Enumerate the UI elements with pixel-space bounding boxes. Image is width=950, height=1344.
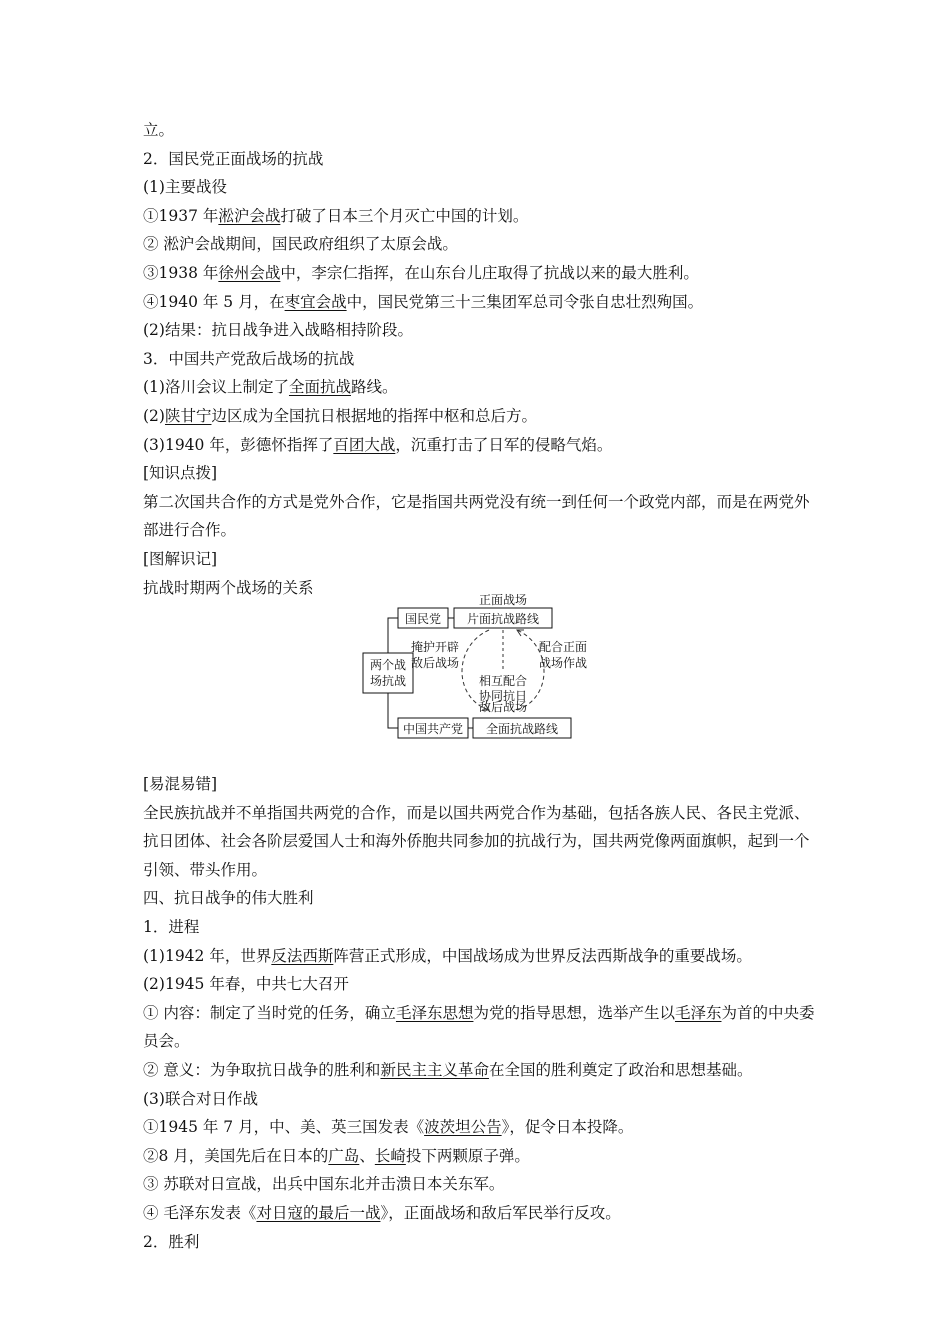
text-run: (3)1940 年，彭德怀指挥了 bbox=[143, 435, 334, 454]
underlined-term: 陕甘宁 bbox=[164, 406, 212, 425]
underlined-term: 长崎 bbox=[374, 1146, 406, 1165]
text-run: 2．胜利 bbox=[143, 1232, 200, 1251]
full-route-label: 全面抗战路线 bbox=[485, 722, 559, 737]
text-run: 为党的指导思想，选举产生以 bbox=[473, 1003, 675, 1022]
left-box-line-1: 两个战 bbox=[369, 658, 407, 673]
rear-battlefield-label: 敌后战场 bbox=[478, 700, 528, 715]
underlined-term: 反法西斯 bbox=[271, 946, 334, 965]
text-run: 路线。 bbox=[350, 378, 398, 397]
text-run: [图解识记] bbox=[143, 549, 218, 568]
document-page bbox=[143, 116, 815, 1256]
text-run: ①1945 年 7 月，中、美、英三国发表《 bbox=[143, 1118, 425, 1137]
text-line bbox=[143, 202, 815, 231]
underlined-term: 广岛 bbox=[328, 1146, 360, 1165]
partial-route-label: 片面抗战路线 bbox=[466, 612, 540, 627]
text-run: 》，正面战场和敌后军民举行反攻。 bbox=[380, 1204, 621, 1222]
text-run: 为首的中央委员会。 bbox=[143, 1003, 815, 1051]
text-line bbox=[143, 1228, 815, 1257]
text-line bbox=[143, 970, 815, 999]
text-line bbox=[143, 316, 815, 345]
text-run: (2)结果：抗日战争进入战略相持阶段。 bbox=[143, 321, 413, 340]
text-line bbox=[143, 1199, 815, 1228]
left-arc-line-2: 敌后战场 bbox=[410, 656, 460, 671]
text-line bbox=[143, 488, 815, 545]
text-run: 阵营正式形成，中国战场成为世界反法西斯战争的重要战场。 bbox=[333, 946, 752, 965]
relationship-diagram bbox=[143, 593, 815, 768]
text-line bbox=[143, 1085, 815, 1114]
text-line bbox=[143, 459, 815, 488]
underlined-term: 全面抗战 bbox=[288, 378, 351, 397]
text-line bbox=[143, 884, 815, 913]
underlined-term: 百团大战 bbox=[333, 435, 396, 454]
underlined-term: 毛泽东 bbox=[674, 1003, 722, 1022]
underlined-term: 毛泽东思想 bbox=[395, 1003, 474, 1022]
right-arc-line-2: 战场作战 bbox=[538, 656, 588, 671]
text-run: ② 意义：为争取抗日战争的胜利和 bbox=[143, 1061, 381, 1080]
text-run: ①1937 年 bbox=[143, 206, 219, 225]
text-line bbox=[143, 999, 815, 1056]
text-run: [知识点拨] bbox=[143, 464, 218, 483]
underlined-term: 淞沪会战 bbox=[218, 206, 281, 225]
underlined-term: 徐州会战 bbox=[218, 263, 281, 282]
text-run: 立。 bbox=[143, 121, 175, 139]
text-line bbox=[143, 230, 815, 259]
text-run: (1)主要战役 bbox=[143, 178, 227, 197]
center-line-2: 协同抗日 bbox=[478, 689, 528, 704]
underlined-term: 新民主主义革命 bbox=[380, 1061, 489, 1080]
text-run: ④1940 年 5 月，在 bbox=[143, 292, 285, 311]
text-run: ③ 苏联对日宣战，出兵中国东北并击溃日本关东军。 bbox=[143, 1175, 505, 1194]
text-run: 》，促令日本投降。 bbox=[501, 1118, 634, 1137]
text-run: (2) bbox=[143, 406, 165, 425]
diagram-svg bbox=[361, 593, 597, 768]
text-line bbox=[143, 942, 815, 971]
text-line bbox=[143, 259, 815, 288]
text-line bbox=[143, 288, 815, 317]
text-run: 打破了日本三个月灭亡中国的计划。 bbox=[280, 206, 529, 225]
text-line bbox=[143, 431, 815, 460]
front-battlefield-label: 正面战场 bbox=[478, 593, 528, 608]
underlined-term: 波茨坦公告 bbox=[424, 1118, 502, 1137]
text-run: 2．国民党正面战场的抗战 bbox=[143, 149, 324, 168]
text-run: (2)1945 年春，中共七大召开 bbox=[143, 975, 349, 994]
text-line bbox=[143, 145, 815, 174]
text-run: (1)洛川会议上制定了 bbox=[143, 378, 289, 397]
text-run: 、 bbox=[359, 1146, 375, 1165]
text-line bbox=[143, 402, 815, 431]
text-run: ② 淞沪会战期间，国民政府组织了太原会战。 bbox=[143, 235, 458, 254]
text-run: 第二次国共合作的方式是党外合作，它是指国共两党没有统一到任何一个政党内部，而是在两党外部进行合作。 bbox=[143, 492, 810, 540]
right-arc-line-1: 配合正面 bbox=[538, 640, 588, 655]
text-line bbox=[143, 545, 815, 574]
text-block-bottom bbox=[143, 770, 815, 1256]
text-run: ① 内容：制定了当时党的任务，确立 bbox=[143, 1003, 396, 1022]
center-line-1: 相互配合 bbox=[478, 674, 528, 689]
ccp-label: 中国共产党 bbox=[402, 722, 464, 737]
text-run: 四、抗日战争的伟大胜利 bbox=[143, 889, 314, 908]
text-run: 3．中国共产党敌后战场的抗战 bbox=[143, 349, 355, 368]
text-run: ④ 毛泽东发表《 bbox=[143, 1204, 257, 1222]
text-line bbox=[143, 913, 815, 942]
text-run: 中，国民党第三十三集团军总司令张自忠壮烈殉国。 bbox=[346, 292, 704, 311]
text-line bbox=[143, 173, 815, 202]
text-line bbox=[143, 1056, 815, 1085]
text-line bbox=[143, 799, 815, 885]
text-run: 边区成为全国抗日根据地的指挥中枢和总后方。 bbox=[211, 406, 537, 425]
text-run: 在全国的胜利奠定了政治和思想基础。 bbox=[488, 1061, 753, 1080]
text-line bbox=[143, 345, 815, 374]
text-line bbox=[143, 1142, 815, 1171]
text-line bbox=[143, 116, 815, 145]
text-line bbox=[143, 1170, 815, 1199]
left-arc-line-1: 掩护开辟 bbox=[410, 640, 460, 655]
text-run: 全民族抗战并不单指国共两党的合作，而是以国共两党合作为基础，包括各族人民、各民主党派、抗日团体、社会各阶层爱国人士和海外侨胞共同参加的抗战行为，国共两党像两面旗帜，起到一个引领、带头作用。 bbox=[143, 803, 810, 879]
underlined-term: 对日寇的最后一战 bbox=[256, 1204, 381, 1222]
text-line bbox=[143, 1113, 815, 1142]
text-run: (1)1942 年，世界 bbox=[143, 946, 272, 965]
text-line bbox=[143, 373, 815, 402]
text-run: ②8 月，美国先后在日本的 bbox=[143, 1146, 329, 1165]
underlined-term: 枣宜会战 bbox=[284, 292, 347, 311]
text-run: [易混易错] bbox=[143, 775, 218, 794]
connector-top bbox=[388, 618, 398, 657]
text-run: ，沉重打击了日军的侵略气焰。 bbox=[395, 435, 613, 454]
text-run: 投下两颗原子弹。 bbox=[405, 1146, 530, 1165]
text-run: 1．进程 bbox=[143, 918, 200, 937]
text-run: (3)联合对日作战 bbox=[143, 1089, 258, 1108]
left-box-line-2: 场抗战 bbox=[369, 674, 407, 689]
text-block-top bbox=[143, 116, 815, 602]
text-run: ③1938 年 bbox=[143, 263, 219, 282]
text-run: 中，李宗仁指挥，在山东台儿庄取得了抗战以来的最大胜利。 bbox=[280, 263, 699, 282]
text-run: 抗战时期两个战场的关系 bbox=[143, 578, 314, 597]
text-line bbox=[143, 770, 815, 799]
kmt-label: 国民党 bbox=[404, 612, 442, 627]
